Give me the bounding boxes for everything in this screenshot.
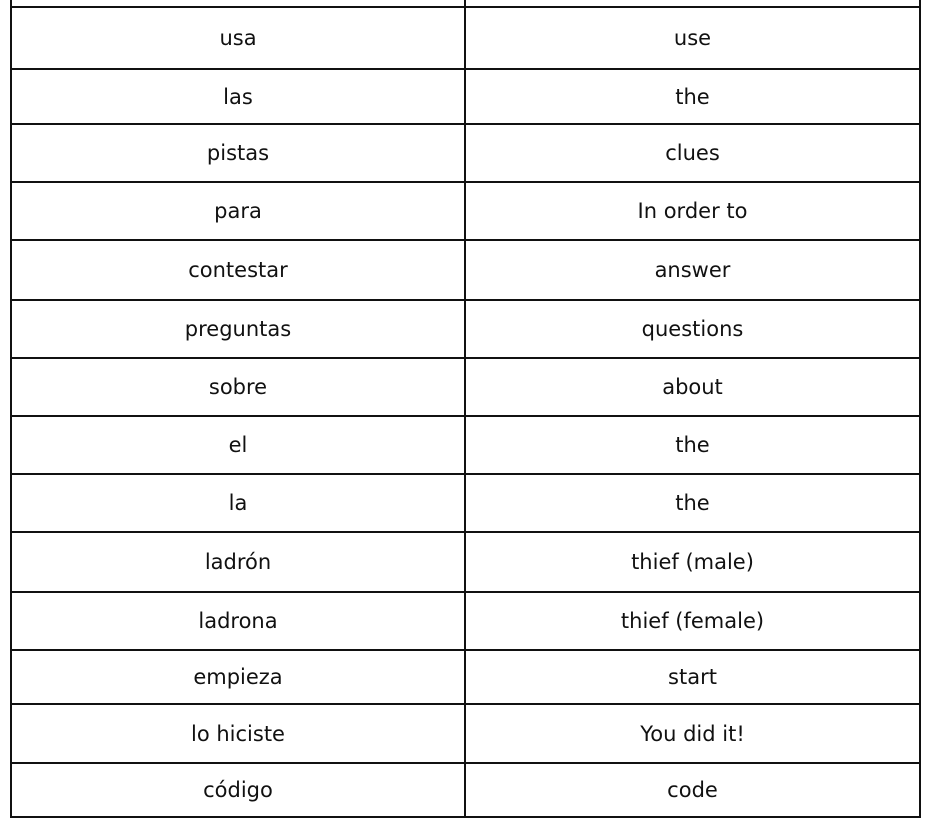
spanish-word-cell: contestar — [11, 240, 465, 300]
table-row — [11, 182, 920, 240]
english-translation-cell: code — [465, 763, 920, 817]
table-row — [11, 358, 920, 416]
spanish-word-cell: sobre — [11, 358, 465, 416]
table-row — [11, 416, 920, 474]
spanish-word-cell: ladrón — [11, 532, 465, 592]
table-row — [11, 0, 920, 7]
table-row — [11, 69, 920, 124]
spanish-word-cell: empieza — [11, 650, 465, 704]
table-row — [11, 7, 920, 69]
partial-cell — [11, 0, 465, 7]
english-translation-cell: use — [465, 7, 920, 69]
spanish-word-cell: lo hiciste — [11, 704, 465, 763]
table-row — [11, 474, 920, 532]
table-row — [11, 650, 920, 704]
english-translation-cell: You did it! — [465, 704, 920, 763]
english-translation-cell: start — [465, 650, 920, 704]
english-translation-cell: the — [465, 474, 920, 532]
english-translation-cell: answer — [465, 240, 920, 300]
english-translation-cell: thief (female) — [465, 592, 920, 650]
english-translation-cell: questions — [465, 300, 920, 358]
table-row — [11, 300, 920, 358]
english-translation-cell: In order to — [465, 182, 920, 240]
english-translation-cell: clues — [465, 124, 920, 182]
spanish-word-cell: ladrona — [11, 592, 465, 650]
table-row — [11, 592, 920, 650]
spanish-word-cell: pistas — [11, 124, 465, 182]
spanish-word-cell: el — [11, 416, 465, 474]
table-row — [11, 124, 920, 182]
english-translation-cell: about — [465, 358, 920, 416]
table-row — [11, 240, 920, 300]
partial-cell — [465, 0, 920, 7]
spanish-word-cell: para — [11, 182, 465, 240]
table-row — [11, 704, 920, 763]
table-row — [11, 532, 920, 592]
spanish-word-cell: usa — [11, 7, 465, 69]
table-row — [11, 763, 920, 817]
vocabulary-table — [10, 0, 921, 818]
spanish-word-cell: código — [11, 763, 465, 817]
english-translation-cell: thief (male) — [465, 532, 920, 592]
spanish-word-cell: preguntas — [11, 300, 465, 358]
vocabulary-table-body — [11, 0, 920, 817]
spanish-word-cell: las — [11, 69, 465, 124]
spanish-word-cell: la — [11, 474, 465, 532]
english-translation-cell: the — [465, 69, 920, 124]
english-translation-cell: the — [465, 416, 920, 474]
